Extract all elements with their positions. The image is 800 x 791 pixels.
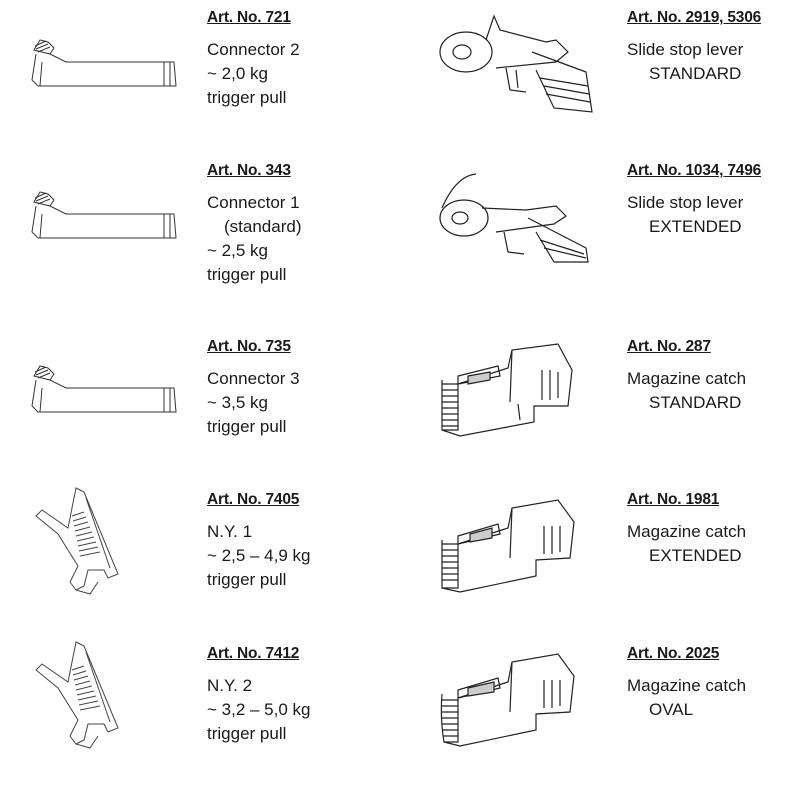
article-number: Art. No. 2025 [627, 645, 720, 662]
part-label [627, 490, 746, 568]
part-note: trigger pull [207, 88, 287, 107]
part-subtitle: (standard) [224, 217, 302, 236]
part-variant: EXTENDED [649, 217, 742, 236]
article-number: Art. No. 1981 [627, 491, 720, 508]
magazine-catch-icon [438, 340, 588, 440]
trigger-weight: ~ 2,0 kg [207, 64, 268, 83]
trigger-weight: ~ 2,5 – 4,9 kg [207, 546, 311, 565]
part-description: Connector 2 [207, 40, 300, 59]
article-number: Art. No. 7412 [207, 645, 300, 662]
trigger-weight: ~ 3,5 kg [207, 393, 268, 412]
slide-stop-lever-icon [436, 12, 596, 122]
part-label [627, 644, 746, 722]
article-number: Art. No. 1034, 7496 [627, 162, 762, 179]
part-description: Slide stop lever [627, 193, 744, 212]
part-note: trigger pull [207, 417, 287, 436]
part-description: N.Y. 1 [207, 522, 253, 541]
slide-stop-lever-icon [436, 170, 596, 280]
magazine-catch-icon [438, 494, 588, 594]
part-variant: OVAL [649, 700, 694, 719]
article-number: Art. No. 2919, 5306 [627, 9, 762, 26]
part-variant: STANDARD [649, 393, 742, 412]
part-note: trigger pull [207, 265, 287, 284]
article-number: Art. No. 287 [627, 338, 711, 355]
part-description: Magazine catch [627, 676, 747, 695]
article-number: Art. No. 7405 [207, 491, 300, 508]
part-label [207, 337, 300, 439]
part-description: Magazine catch [627, 522, 747, 541]
part-label [627, 337, 746, 415]
part-description: Slide stop lever [627, 40, 744, 59]
part-label [207, 161, 301, 287]
part-note: trigger pull [207, 724, 287, 743]
part-label [207, 490, 311, 592]
part-description: N.Y. 2 [207, 676, 253, 695]
article-number: Art. No. 343 [207, 162, 291, 179]
article-number: Art. No. 735 [207, 338, 291, 355]
connector-icon [26, 32, 181, 87]
part-variant: EXTENDED [649, 546, 742, 565]
part-label [627, 161, 761, 239]
connector-icon [26, 184, 181, 239]
connector-icon [26, 358, 181, 413]
part-label [207, 644, 311, 746]
trigger-spring-icon [28, 640, 128, 750]
trigger-spring-icon [28, 486, 128, 596]
trigger-weight: ~ 2,5 kg [207, 241, 268, 260]
magazine-catch-icon [438, 648, 588, 748]
part-label [627, 8, 761, 86]
part-description: Connector 1 [207, 193, 300, 212]
part-description: Connector 3 [207, 369, 300, 388]
part-label [207, 8, 300, 110]
trigger-weight: ~ 3,2 – 5,0 kg [207, 700, 311, 719]
article-number: Art. No. 721 [207, 9, 291, 26]
part-note: trigger pull [207, 570, 287, 589]
part-description: Magazine catch [627, 369, 747, 388]
part-variant: STANDARD [649, 64, 742, 83]
